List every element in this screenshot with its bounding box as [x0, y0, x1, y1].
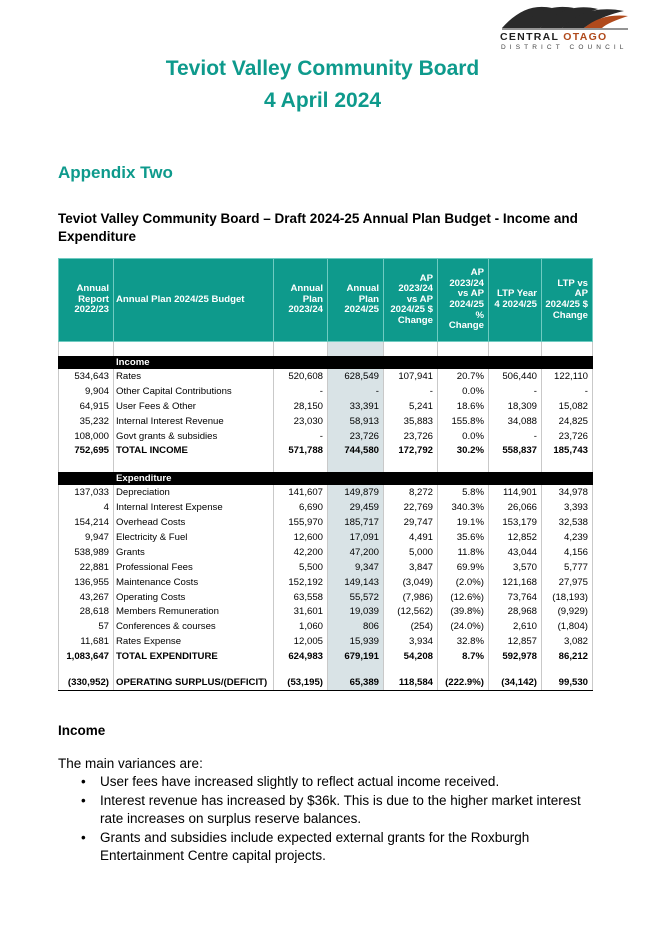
row-value: 47,200 [328, 545, 384, 560]
row-value: 22,769 [384, 500, 438, 515]
row-value: 28,618 [59, 604, 114, 619]
section-cell [542, 472, 593, 485]
header-cell: Annual Plan 2024/25 [328, 259, 384, 342]
table-row [59, 515, 593, 530]
row-value [274, 458, 328, 472]
row-value: 35,883 [384, 414, 438, 429]
row-value: 506,440 [489, 369, 542, 384]
row-value [542, 458, 593, 472]
row-value: 27,975 [542, 575, 593, 590]
row-value: 571,788 [274, 443, 328, 458]
row-value: 19,039 [328, 604, 384, 619]
row-value: 42,200 [274, 545, 328, 560]
row-value: (53,195) [274, 675, 328, 690]
section-cell [438, 356, 489, 369]
row-value: 23,726 [328, 429, 384, 444]
row-label: Other Capital Contributions [114, 384, 274, 399]
total-income-row [59, 443, 593, 458]
table-row [59, 500, 593, 515]
row-value: 5.8% [438, 485, 489, 500]
row-value: 43,267 [59, 590, 114, 605]
variances-intro: The main variances are: [58, 756, 203, 771]
row-value: 122,110 [542, 369, 593, 384]
row-value: 3,570 [489, 560, 542, 575]
row-value: 69.9% [438, 560, 489, 575]
bullet-icon: • [81, 774, 86, 789]
row-value: 3,847 [384, 560, 438, 575]
row-value [384, 458, 438, 472]
variance-list [58, 773, 598, 866]
row-label: Internal Interest Revenue [114, 414, 274, 429]
row-value: 155,970 [274, 515, 328, 530]
list-item-text: Grants and subsidies include expected external grants for the Roxburgh Entertainment Centre capital projects. [100, 830, 530, 863]
row-value: 121,168 [489, 575, 542, 590]
expenditure-section-row [59, 472, 593, 485]
row-value: 744,580 [328, 443, 384, 458]
row-value: 107,941 [384, 369, 438, 384]
row-value: 3,082 [542, 634, 593, 649]
row-label: Govt grants & subsidies [114, 429, 274, 444]
operating-surplus-row [59, 675, 593, 690]
row-value [489, 342, 542, 357]
row-value: 32,538 [542, 515, 593, 530]
row-value: (18,193) [542, 590, 593, 605]
row-value: 592,978 [489, 649, 542, 664]
row-value: 136,955 [59, 575, 114, 590]
row-value [274, 664, 328, 675]
row-value: 4,156 [542, 545, 593, 560]
row-value: 24,825 [542, 414, 593, 429]
row-value [384, 342, 438, 357]
row-value [328, 342, 384, 357]
row-label: Professional Fees [114, 560, 274, 575]
row-value [59, 342, 114, 357]
row-value: 54,208 [384, 649, 438, 664]
header-cell: AP 2023/24 vs AP 2024/25 % Change [438, 259, 489, 342]
row-label: User Fees & Other [114, 399, 274, 414]
logo-subtitle: DISTRICT COUNCIL [501, 44, 628, 51]
section-cell [384, 472, 438, 485]
row-value: 15,082 [542, 399, 593, 414]
row-value: 679,191 [328, 649, 384, 664]
section-cell [542, 356, 593, 369]
income-heading: Income [58, 723, 106, 738]
row-value: (12,562) [384, 604, 438, 619]
row-value: (254) [384, 619, 438, 634]
row-value: 172,792 [384, 443, 438, 458]
row-value: 8,272 [384, 485, 438, 500]
row-value: 26,066 [489, 500, 542, 515]
row-value [438, 342, 489, 357]
row-value: 28,968 [489, 604, 542, 619]
table-row [59, 545, 593, 560]
list-item [58, 792, 598, 828]
budget-table [58, 258, 593, 691]
section-cell [438, 472, 489, 485]
table-row [59, 634, 593, 649]
section-cell [328, 472, 384, 485]
row-value: 3,393 [542, 500, 593, 515]
header-cell: AP 2023/24 vs AP 2024/25 $ Change [384, 259, 438, 342]
list-item [58, 829, 598, 865]
row-value: 19.1% [438, 515, 489, 530]
row-value: 2,610 [489, 619, 542, 634]
row-value: 1,060 [274, 619, 328, 634]
row-value: 65,389 [328, 675, 384, 690]
logo-name-part2: OTAGO [563, 31, 608, 43]
row-value: 63,558 [274, 590, 328, 605]
row-value [328, 664, 384, 675]
table-row [59, 590, 593, 605]
row-value: 4,239 [542, 530, 593, 545]
section-cell [59, 356, 114, 369]
logo-name-part1: CENTRAL [500, 31, 560, 43]
header-cell: Annual Report 2022/23 [59, 259, 114, 342]
row-value: 23,726 [384, 429, 438, 444]
row-value: 9,347 [328, 560, 384, 575]
row-value: 23,726 [542, 429, 593, 444]
row-value: 185,717 [328, 515, 384, 530]
bullet-icon: • [81, 830, 86, 845]
row-value: (222.9%) [438, 675, 489, 690]
row-value: 3,934 [384, 634, 438, 649]
section-label: Expenditure [114, 472, 274, 485]
table-body [59, 342, 593, 691]
row-label: OPERATING SURPLUS/(DEFICIT) [114, 675, 274, 690]
row-label: Maintenance Costs [114, 575, 274, 590]
row-label: Internal Interest Expense [114, 500, 274, 515]
page-title: Teviot Valley Community Board [165, 57, 480, 80]
row-label: Operating Costs [114, 590, 274, 605]
table-header-row [59, 259, 593, 342]
row-label: Grants [114, 545, 274, 560]
row-value: 114,901 [489, 485, 542, 500]
row-label: Conferences & courses [114, 619, 274, 634]
row-value: 34,978 [542, 485, 593, 500]
row-value: 12,852 [489, 530, 542, 545]
row-label: Electricity & Fuel [114, 530, 274, 545]
table-row [59, 530, 593, 545]
row-label: TOTAL INCOME [114, 443, 274, 458]
header-cell: Annual Plan 2024/25 Budget [114, 259, 274, 342]
row-label: Depreciation [114, 485, 274, 500]
row-value: (1,804) [542, 619, 593, 634]
row-value [328, 458, 384, 472]
row-value: 4,491 [384, 530, 438, 545]
table-row [59, 575, 593, 590]
row-value: 12,857 [489, 634, 542, 649]
row-value [489, 664, 542, 675]
row-value: 73,764 [489, 590, 542, 605]
row-value: 4 [59, 500, 114, 515]
row-value: 35.6% [438, 530, 489, 545]
header-cell: Annual Plan 2023/24 [274, 259, 328, 342]
row-value: 628,549 [328, 369, 384, 384]
table-row [59, 485, 593, 500]
section-cell [489, 472, 542, 485]
header-cell: LTP Year 4 2024/25 [489, 259, 542, 342]
row-value: 29,747 [384, 515, 438, 530]
row-value: 99,530 [542, 675, 593, 690]
row-value [438, 664, 489, 675]
row-value: 33,391 [328, 399, 384, 414]
row-value: - [274, 384, 328, 399]
row-value [542, 664, 593, 675]
section-label: Income [114, 356, 274, 369]
row-value: - [542, 384, 593, 399]
table-row [59, 604, 593, 619]
row-value: 12,005 [274, 634, 328, 649]
row-value: 9,904 [59, 384, 114, 399]
row-value: 34,088 [489, 414, 542, 429]
row-value: 86,212 [542, 649, 593, 664]
row-value: 57 [59, 619, 114, 634]
header-cell: LTP vs AP 2024/25 $ Change [542, 259, 593, 342]
blank-row [59, 342, 593, 357]
row-value: 12,600 [274, 530, 328, 545]
blank-row [59, 664, 593, 675]
row-value: 534,643 [59, 369, 114, 384]
section-cell [274, 356, 328, 369]
row-value: 9,947 [59, 530, 114, 545]
council-logo [500, 2, 630, 54]
row-value: 538,989 [59, 545, 114, 560]
row-value: - [274, 429, 328, 444]
row-value: 30.2% [438, 443, 489, 458]
row-value [384, 664, 438, 675]
row-value: 22,881 [59, 560, 114, 575]
blank-row [59, 458, 593, 472]
table-row [59, 384, 593, 399]
row-label: Overhead Costs [114, 515, 274, 530]
row-value: 155.8% [438, 414, 489, 429]
table-row [59, 414, 593, 429]
row-label [114, 664, 274, 675]
row-value [59, 664, 114, 675]
table-row [59, 429, 593, 444]
row-value: 5,777 [542, 560, 593, 575]
section-cell [274, 472, 328, 485]
list-item-text: Interest revenue has increased by $36k. This is due to the higher market interest rate increases on surplus reserve balances. [100, 793, 581, 826]
total-expenditure-row [59, 649, 593, 664]
row-value: 43,044 [489, 545, 542, 560]
row-value: 5,241 [384, 399, 438, 414]
row-value: 18.6% [438, 399, 489, 414]
logo-wordmark [500, 31, 630, 43]
row-value: 32.8% [438, 634, 489, 649]
row-value [489, 458, 542, 472]
row-value: 154,214 [59, 515, 114, 530]
row-value: 0.0% [438, 384, 489, 399]
row-value: 558,837 [489, 443, 542, 458]
row-value: (12.6%) [438, 590, 489, 605]
row-value: 6,690 [274, 500, 328, 515]
section-cell [384, 356, 438, 369]
row-value: 118,584 [384, 675, 438, 690]
row-value: 15,939 [328, 634, 384, 649]
row-label: Rates Expense [114, 634, 274, 649]
mountain-logo-icon [500, 2, 630, 30]
row-label [114, 458, 274, 472]
row-value: - [489, 429, 542, 444]
bullet-icon: • [81, 793, 86, 808]
row-value: 11,681 [59, 634, 114, 649]
row-value: 624,983 [274, 649, 328, 664]
row-value: (2.0%) [438, 575, 489, 590]
table-row [59, 369, 593, 384]
row-value: 17,091 [328, 530, 384, 545]
row-value: 23,030 [274, 414, 328, 429]
row-value [59, 458, 114, 472]
section-cell [328, 356, 384, 369]
row-value: 1,083,647 [59, 649, 114, 664]
row-value: 153,179 [489, 515, 542, 530]
list-item [58, 773, 598, 791]
section-cell [59, 472, 114, 485]
row-value: 18,309 [489, 399, 542, 414]
row-value: - [328, 384, 384, 399]
row-value: (34,142) [489, 675, 542, 690]
row-value: 58,913 [328, 414, 384, 429]
table-row [59, 619, 593, 634]
row-value: 8.7% [438, 649, 489, 664]
row-value: 5,500 [274, 560, 328, 575]
row-value: (24.0%) [438, 619, 489, 634]
row-value: (7,986) [384, 590, 438, 605]
table-row [59, 399, 593, 414]
row-value: 149,879 [328, 485, 384, 500]
table-row [59, 560, 593, 575]
row-value: 806 [328, 619, 384, 634]
row-label: Members Remuneration [114, 604, 274, 619]
row-label: TOTAL EXPENDITURE [114, 649, 274, 664]
row-value: (9,929) [542, 604, 593, 619]
section-cell [489, 356, 542, 369]
row-label: Rates [114, 369, 274, 384]
appendix-heading: Appendix Two [58, 163, 173, 182]
row-value: - [489, 384, 542, 399]
row-value: 152,192 [274, 575, 328, 590]
row-value: 141,607 [274, 485, 328, 500]
row-value: 520,608 [274, 369, 328, 384]
row-value: - [384, 384, 438, 399]
table-title: Teviot Valley Community Board – Draft 2024-25 Annual Plan Budget - Income and Expenditure [58, 211, 578, 244]
row-value: 64,915 [59, 399, 114, 414]
row-value: (330,952) [59, 675, 114, 690]
row-value: 5,000 [384, 545, 438, 560]
row-value: 340.3% [438, 500, 489, 515]
income-section-row [59, 356, 593, 369]
row-value [438, 458, 489, 472]
row-value: 28,150 [274, 399, 328, 414]
row-value: 11.8% [438, 545, 489, 560]
row-value: 137,033 [59, 485, 114, 500]
row-label [114, 342, 274, 357]
row-value: 185,743 [542, 443, 593, 458]
row-value: 0.0% [438, 429, 489, 444]
row-value: 35,232 [59, 414, 114, 429]
list-item-text: User fees have increased slightly to reflect actual income received. [100, 774, 500, 789]
row-value: (3,049) [384, 575, 438, 590]
row-value: 149,143 [328, 575, 384, 590]
row-value: 20.7% [438, 369, 489, 384]
row-value: 31,601 [274, 604, 328, 619]
row-value [542, 342, 593, 357]
page-date: 4 April 2024 [263, 89, 382, 112]
row-value: 752,695 [59, 443, 114, 458]
row-value: 108,000 [59, 429, 114, 444]
row-value [274, 342, 328, 357]
row-value: 29,459 [328, 500, 384, 515]
row-value: (39.8%) [438, 604, 489, 619]
row-value: 55,572 [328, 590, 384, 605]
